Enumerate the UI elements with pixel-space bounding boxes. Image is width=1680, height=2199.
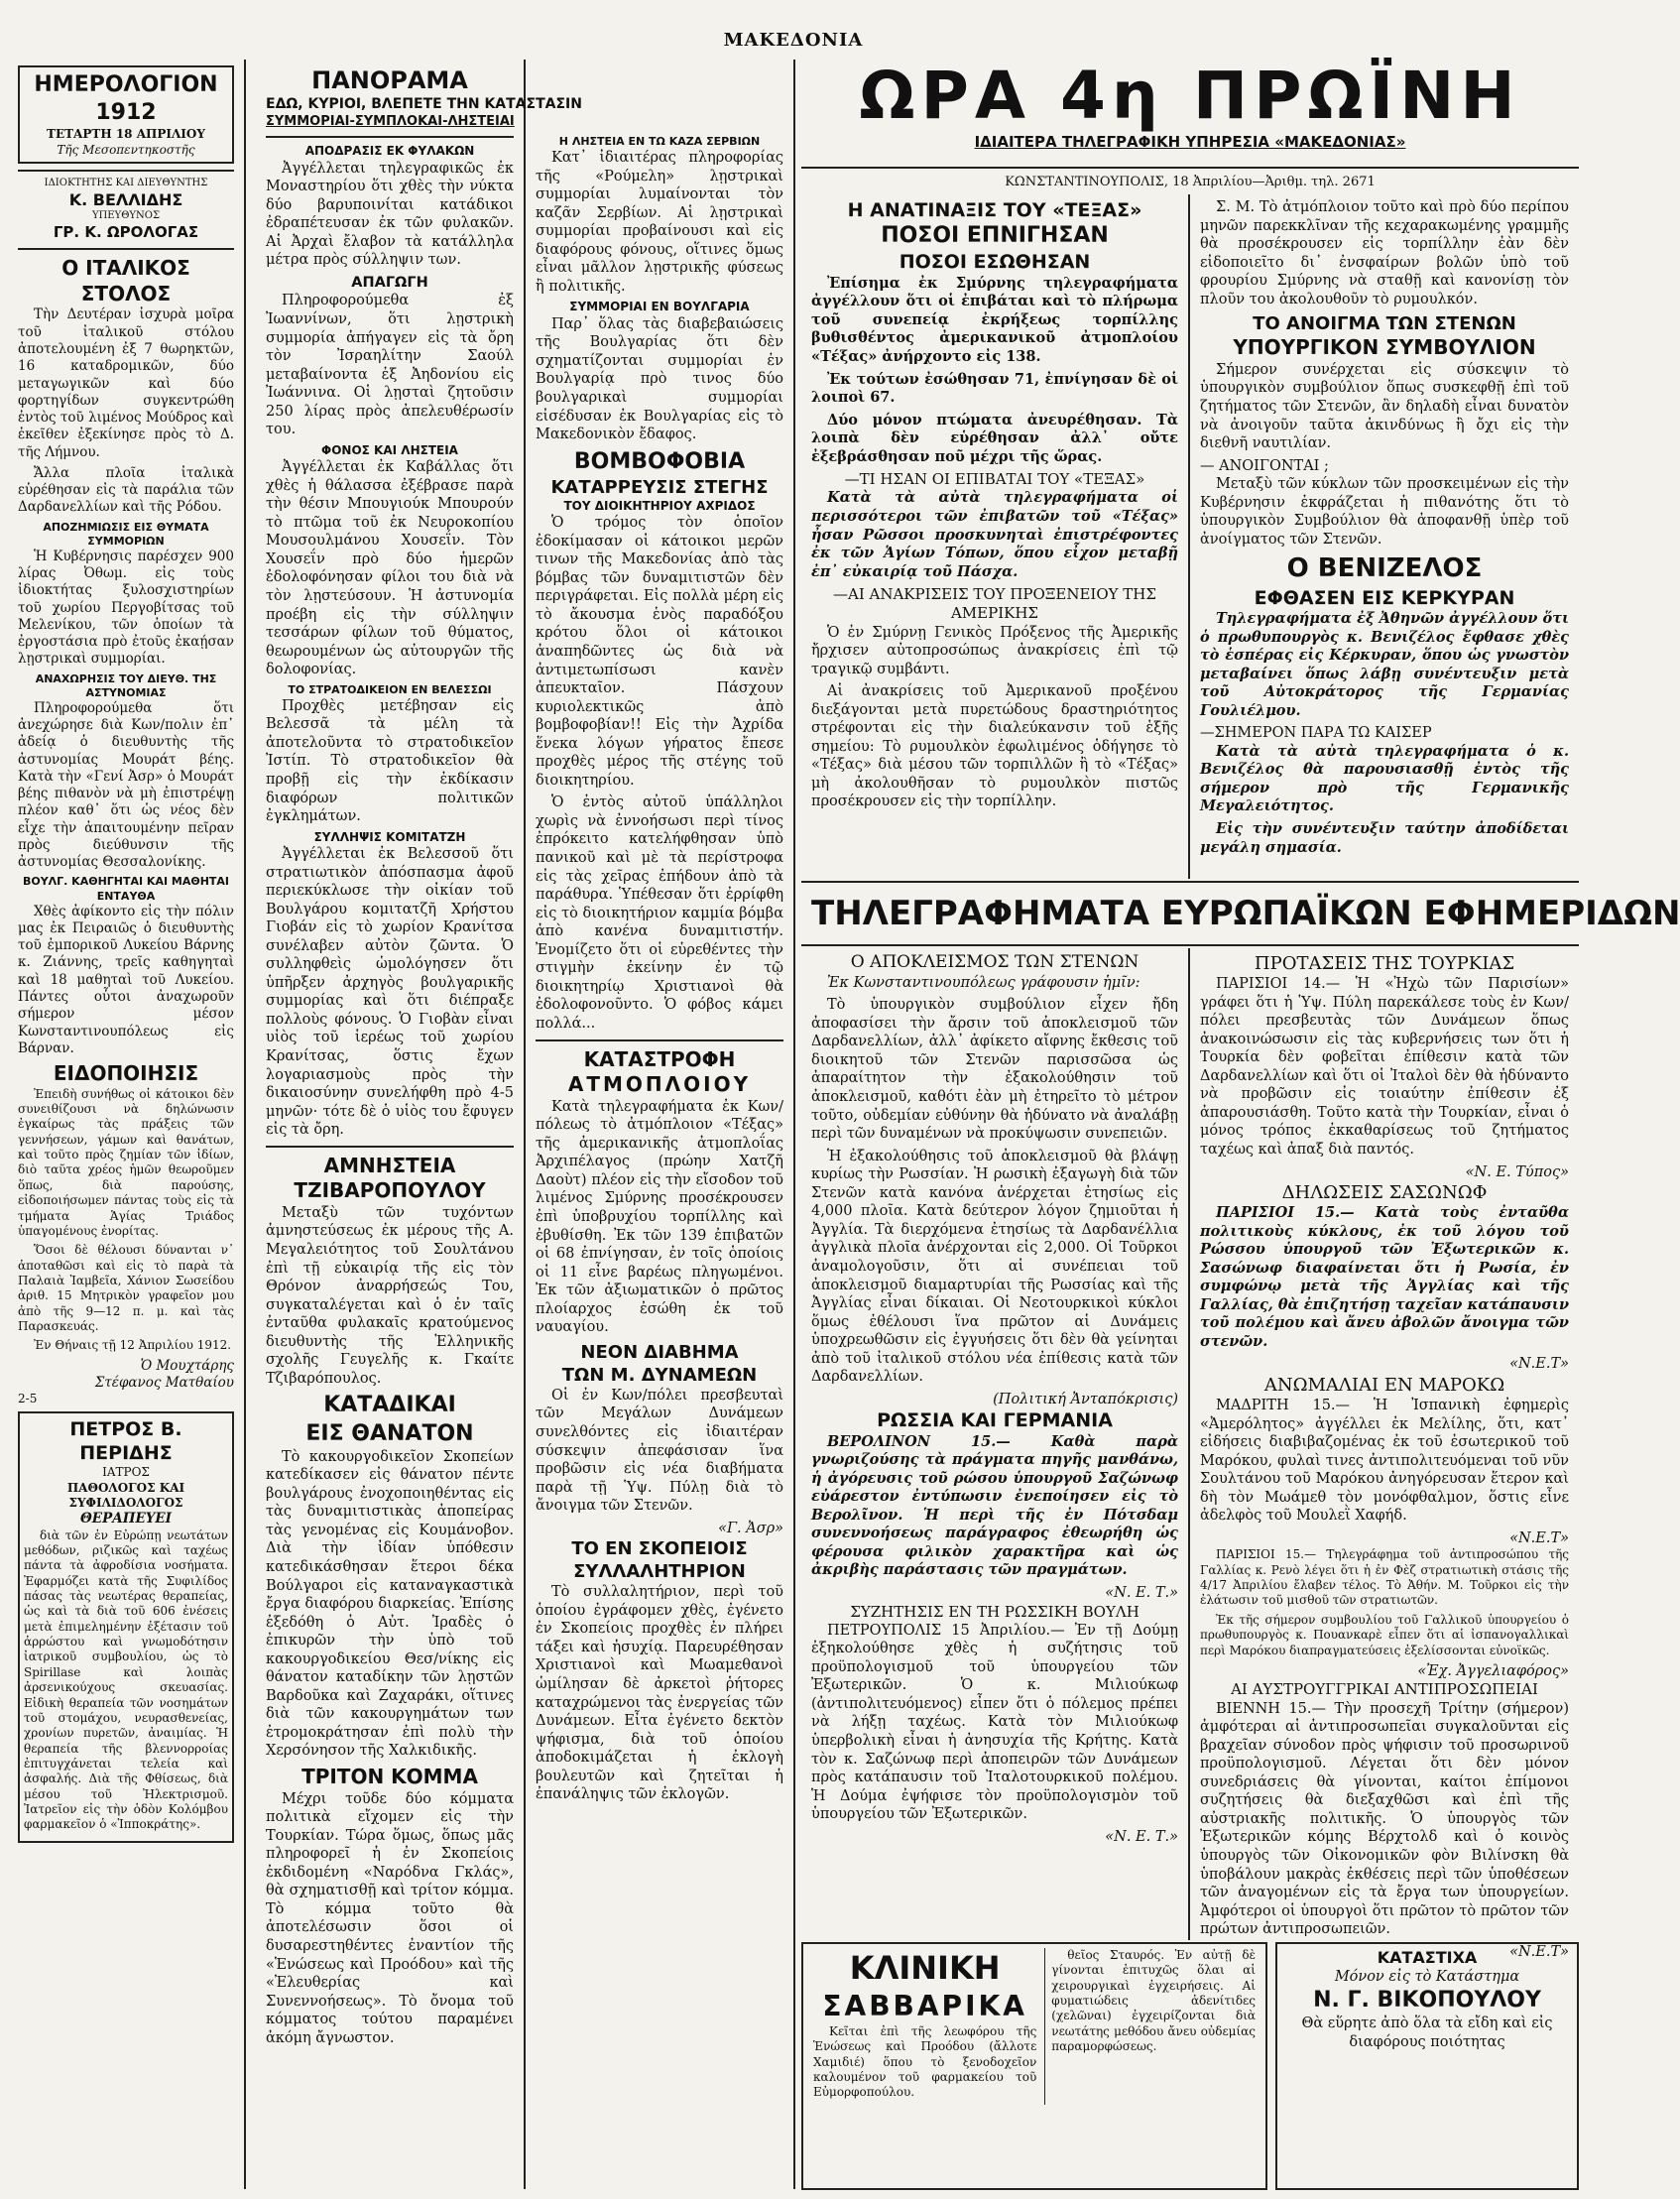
headline-bomb-fear: ΒΟΜΒΟΦΟΒΙΑ bbox=[573, 448, 746, 474]
store-text: Θὰ εὕρητε ἀπὸ ὅλα τὰ εἴδη καὶ εἰς διαφόρους ποιότητας bbox=[1301, 2016, 1553, 2050]
calendar-date: ΤΕΤΑΡΤΗ 18 ΑΠΡΙΛΙΟΥ bbox=[47, 127, 205, 142]
headline-notice: ΕΙΔΟΠΟΙΗΣΙΣ bbox=[53, 1061, 199, 1086]
headline-council: ΥΠΟΥΡΓΙΚΟΝ ΣΥΜΒΟΥΛΙΟΝ bbox=[1233, 335, 1536, 360]
panorama-sub2: ΣΥΜΜΟΡΙΑΙ-ΣΥΜΠΛΟΚΑΙ-ΛΗΣΤΕΙΑΙ bbox=[266, 113, 515, 129]
headline: — ΑΝΟΙΓΟΝΤΑΙ ; bbox=[1200, 457, 1329, 474]
headline-disaster: ΚΑΤΑΣΤΡΟΦΗ bbox=[583, 1046, 736, 1071]
headline: ΑΠΟΖΗΜΙΩΣΙΣ ΕΙΣ ΘΥΜΑΤΑ ΣΥΜΜΟΡΙΩΝ bbox=[43, 520, 209, 548]
article-text: ΒΙΕΝΝΗ 15.— Τὴν προσεχῆ Τρίτην (σήμερον) ἀμφότεραι αἱ ἀντιπροσωπεῖαι συγκαλοῦνται εἰς βραχεῖαν σύνοδον πρὸς ψήφισιν τοῦ προσωρινοῦ προϋπολογισμοῦ. Λέγεται ὅτι δὲν μόνον συνεδριάσεις θὰ γίνονται, καίτοι ἐπίμονοι συζητήσεις θὰ διεξαχθῶσι καὶ ἐπὶ τῆς αὐστριακῆς πολιτικῆς. Ὁ ὑπουργὸς τῶν Ἐξωτερικῶν κόμης Βέρχτολδ καὶ ὁ κοινὸς ὑπουργὸς τῶν Οἰκονομικῶν φὸν Βιλίνσκη θὰ ὑποβάλουν μακρὰς ἐκθέσεις περὶ τῶν ὑποθέσεων τῶν ἀναγομένων εἰς τὰ ἔργα των ὑπουργείων. Ἀμφότεροι οἱ ὑπουργοὶ ὅτι πρῶτον τὸ πρῶτον τῶν πρώτων ἀντιπροσωπειῶν. bbox=[1200, 1700, 1569, 1938]
signature: «Ν.Ε.Τ» bbox=[1509, 1529, 1569, 1546]
article-text: Ἄλλα πλοῖα ἰταλικὰ εὑρέθησαν εἰς τὰ παράλια τῶν Δαρδανελλίων καὶ τῆς Ρόδου. bbox=[18, 464, 234, 516]
article-text: Ἡ Κυβέρνησις παρέσχεν 900 λίρας Ὀθωμ. εἰς τοὺς ἰδιοκτήτας ξυλοσχιστηρίων τοῦ χωρίου Περγοβίτσας τοῦ Μελενίκου, τῶν ὁποίων τὰ ἐργοστάσια πρὸ ἐτοῦς ἐκαῄσαν λῃστρικαὶ συμμορίαι. bbox=[18, 548, 234, 668]
headline-third-party: ΤΡΙΤΟΝ ΚΟΜΜΑ bbox=[301, 1765, 478, 1789]
article-text: Εἰς τὴν συνέντευξιν ταύτην ἀποδίδεται μεγάλη σημασία. bbox=[1200, 819, 1569, 856]
article-text: Σήμερον συνέρχεται εἰς σύσκεψιν τὸ ὑπουργικὸν συμβούλιον ὅπως συσκεφθῇ ἐπὶ τοῦ ζητήματος τῶν Στενῶν, ἂν δηλαδὴ εἶναι δυνατὸν νὰ ἀνοιγοῦν ταῦτα ἀκινδύνως ἢ ὄχι εἰς τὴν διεθνῆ ναυτιλίαν. bbox=[1200, 361, 1569, 452]
ad-sub: ΠΑΘΟΛΟΓΟΣ ΚΑΙ ΣΥΦΙΛΙΔΟΛΟΓΟΣ bbox=[66, 1480, 185, 1510]
article-text: Μεταξὺ τῶν τυχόντων ἀμνηστεύσεως ἐκ μέρους τῆς Α. Μεγαλειότητος τοῦ Σουλτάνου ἐπὶ τῇ εὐκαιρίᾳ τῆς εἰς τὸν Θρόνον ἀναρρήσεώς Του, συγκαταλέγεται καὶ ὁ ἐν ταῖς ἐνταῦθα φυλακαῖς κρατούμενος διευθυντὴς τῆς Ἑλληνικῆς σχολῆς Γευγελῆς κ. Γκαίτε Τζιβαρόπουλος. bbox=[266, 1204, 514, 1387]
article-text: ΠΕΤΡΟΥΠΟΛΙΣ 15 Ἀπριλίου.— Ἐν τῇ Δούμῃ ἐξηκολούθησε χθὲς ἡ συζήτησις τοῦ προϋπολογισμοῦ τοῦ ὑπουργείου τῶν Ἐξωτερικῶν. Ὁ κ. Μιλιούκωφ (ἀντιπολιτευόμενος) εἶπεν ὅτι ὁ πόλεμος πρέπει νὰ λήξῃ ταχέως. Κατὰ τὸν Μιλιούκωφ ὑπερβολικὴ εἶναι ἡ ἀνησυχία τῆς Κρήτης. Κατὰ τὸν κ. Σαζώνωφ περὶ ἀποπειρῶν τῶν Δυνάμεων πρὸς κατάπαυσιν τοῦ Ἰταλοτουρκικοῦ πολέμου. Ἡ Δούμα ἐψήφισε τὸν προϋπολογισμὸν τοῦ ὑπουργείου τῶν Ἐξωτερικῶν. bbox=[811, 1622, 1178, 1823]
headline: ΤΟ ΣΤΡΑΤΟΔΙΚΕΙΟΝ ΕΝ ΒΕΛΕΣΣΩΙ bbox=[288, 682, 492, 696]
headline-rally: ΤΟ ΕΝ ΣΚΟΠΕΙΟΙΣ bbox=[571, 1538, 748, 1560]
signature: «Ἐχ. Ἀγγελιαφόρος» bbox=[1417, 1662, 1569, 1679]
headline-roof-collapse: ΚΑΤΑΡΡΕΥΣΙΣ ΣΤΕΓΗΣ bbox=[550, 476, 769, 498]
article-text: Κατὰ τηλεγραφήματα ἐκ Κων/πόλεως τὸ ἀτμόπλοιον «Τέξας» τῆς ἀμερικανικῆς ἀτμοπλοΐας Ἀρχιπέλαγος (πρώην Χατζῆ Δαοὺτ) πλέον εἰς τὴν εἴσοδον τοῦ λιμένος Σμύρνης προσέκρουσεν ἐπὶ ὑποβρυχίου τορπίλλης καὶ ἐβυθίσθη. Ἐκ τῶν 139 ἐπιβατῶν οἱ 68 ἐπνίγησαν, ἐν τοῖς ὁποίοις οἱ 11 εἶνε βαρέως πληγωμένοι. Ἐκ τῶν ἀξιωματικῶν ὁ πρῶτος πλοίαρχος ἐσώθη ἐκ τοῦ ναυαγίου. bbox=[536, 1098, 783, 1336]
article-text: Ὁ τρόμος τὸν ὁποῖον ἐδοκίμασαν οἱ κάτοικοι μερῶν τινων τῆς Μακεδονίας ἀπὸ τὰς βόμβας τῶν δυναμιτιστῶν δὲν περιγράφεται. Εἰς πολλὰ μέρη εἰς τὸ ἄκουσμα ἑνὸς παραδόξου κρότου ὅλοι οἱ κάτοικοι ἀναπηδῶντες ὡς διὰ νὰ ἀντιμετωπίσωσι κανὲν ἀπευκταῖον. Πάσχουν κυριολεκτικῶς ἀπὸ βομβοφοβίαν!! Εἰς τὴν Ἀχρίδα ἕνεκα λόγων γήρατος ἔπεσε προχθὲς μέρος τῆς στέγης τοῦ διοικητηρίου. bbox=[536, 515, 783, 789]
ad-name: ΠΕΤΡΟΣ Β. ΠΕΡΙΔΗΣ bbox=[69, 1417, 182, 1464]
article-text: Αἱ ἀνακρίσεις τοῦ Ἀμερικανοῦ προξένου διεξάγονται μετὰ πυρετώδους δραστηριότητος στρέφονται εἰς τὴν διαλεύκανσιν τοῦ ἑξῆς σημείου: Τὸ ρυμουλκὸν ἐφωλιμένος ὁδήγησε τὸ «Τέξας» διὰ μέσου τῶν τορπιλλῶν ἢ τὸ «Τέξας» μὴ ἀκολουθῆσαν τὸ ρυμουλκὸν πιστῶς προσέκρουσεν εἰς τὴν τορπίλλην. bbox=[811, 683, 1178, 810]
headline-italian-fleet: Ο ΙΤΑΛΙΚΟΣ ΣΤΟΛΟΣ bbox=[61, 256, 190, 305]
signature: (Πολιτική Ἀνταπόκρισις) bbox=[993, 1391, 1178, 1407]
hero-title: ΩΡΑ 4η ΠΡΩΪΝΗ bbox=[859, 58, 1521, 134]
headline: ΠΡΟΤΑΣΕΙΣ ΤΗΣ ΤΟΥΡΚΙΑΣ bbox=[1254, 953, 1515, 974]
calendar-box bbox=[18, 65, 234, 164]
article-text: Ὁ ἐν Σμύρνῃ Γενικὸς Πρόξενος τῆς Ἀμερικῆς ἤρχισεν αὐτοπροσώπως ἀνακρίσεις ἐπὶ τῷ τραγικῷ συμβάντι. bbox=[811, 624, 1178, 677]
store-name: Ν. Γ. ΒΙΚΟΠΟΥΛΟΥ bbox=[1313, 1988, 1541, 2014]
owner-name: Κ. ΒΕΛΛΙΔΗΣ bbox=[68, 189, 183, 209]
article-text: Παρ᾽ ὅλας τὰς διαβεβαιώσεις τῆς Βουλγαρίας ὅτι δὲν σχηματίζονται συμμορίαι ἐν Βουλγαρίᾳ πρὸ τινος δύο βουλγαρικαὶ συμμορίαι εἰσέδυσαν ἐκ Βουλγαρίας εἰς τὸ Μακεδονικὸν ἔδαφος. bbox=[536, 315, 783, 443]
article-text: ΜΑΔΡΙΤΗ 15.— Ἡ Ἰσπανικὴ ἐφημερὶς «Ἀμερόλητος» ἀγγέλλει ἐκ Μελίλης, ὅτι, κατ᾽ εἰδήσεις διαβιβαζομένας ἐκ τοῦ ἐσωτερικοῦ τοῦ Μαρόκου, φυλαὶ τινες ἀντιπολιτευόμεναι τοῦ νῦν Σουλτάνου τοῦ Μαρόκου ἀνηγόρευσαν ἕτερον καὶ δὴ τὸν Μωάμεθ τὸν μονόφθαλμον, ὅστις εἶνε ἀδελφὸς τοῦ Μουλεῒ Χαφήδ. bbox=[1200, 1398, 1569, 1525]
article-text: Τηλεγραφήματα ἐξ Ἀθηνῶν ἀγγέλλουν ὅτι ὁ πρωθυπουργὸς κ. Βενιζέλος ἔφθασε χθὲς τὸ ἑσπέρας εἰς Κέρκυραν, ὅπου ὡς γνωστὸν μεταβαίνει ὅπως λάβῃ συνέντευξιν μετὰ τοῦ Αὐτοκράτορος τῆς Γερμανίας Γουλιέλμου. bbox=[1200, 609, 1569, 719]
signature: «Ν.Ε.Τ» bbox=[1509, 1356, 1569, 1373]
panorama-sub: ΕΔΩ, ΚΥΡΙΟΙ, ΒΛΕΠΕΤΕ ΤΗΝ ΚΑΤΑΣΤΑΣΙΝ bbox=[266, 95, 582, 112]
store-title: ΚΑΤΑΣΤΙΧΑ bbox=[1377, 1948, 1478, 1967]
article-text: Χθὲς ἀφίκοντο εἰς τὴν πόλιν μας ἐκ Πειραιῶς ὁ διευθυντὴς τοῦ ἐμπορικοῦ Λυκείου Βάρνης κ. Ζιάννης, τρεῖς καθηγηταὶ καὶ 18 μαθηταὶ τοῦ Λυκείου. Πάντες οὗτοι ἀναχωροῦν σήμερον μέσον Κωνσταντινουπόλεως εἰς Βάρναν. bbox=[18, 903, 234, 1056]
store-ad bbox=[1275, 1942, 1579, 2190]
hero-subtitle: ΙΔΙΑΙΤΕΡΑ ΤΗΛΕΓΡΑΦΙΚΗ ΥΠΗΡΕΣΙΑ «ΜΑΚΕΔΟΝΙΑΣ» bbox=[974, 133, 1406, 151]
article-text: Κατὰ τὰ αὐτὰ τηλεγραφήματα ὁ κ. Βενιζέλος θὰ παρουσιασθῇ ἐντὸς τῆς σήμερον πρὸ τῆς Γερμανικῆς Μεγαλειότητος. bbox=[1200, 742, 1569, 815]
article-text: Ἐκ τούτων ἐσώθησαν 71, ἐπνίγησαν δὲ οἱ λοιποὶ 67. bbox=[811, 370, 1178, 407]
signature: «Ν. Ε. Τ.» bbox=[1105, 1828, 1178, 1845]
headline-corfu: ΕΦΘΑΣΕΝ ΕΙΣ ΚΕΡΚΥΡΑΝ bbox=[1254, 586, 1515, 609]
clinic-title: ΚΛΙΝΙΚΗ bbox=[849, 1949, 1001, 1987]
signature: «Ν.Ε.Τ» bbox=[1509, 1943, 1569, 1960]
column-4 bbox=[801, 194, 1190, 879]
article-text: Τὸ κακουργοδικεῖον Σκοπείων κατεδίκασεν εἰς θάνατον πέντε βουλγάρους ἐνοχοποιηθέντας εἰς τὰς δυναμιτιστικὰς ἀποπείρας τὰς γενομένας εἰς Κουμάνοβον. Διὰ τὴν ἰδίαν ὑπόθεσιν κατεδικάσθησαν ἕτεροι δέκα Βούλγαροι εἰς καταναγκαστικὰ ἔργα διαφόρου διαρκείας. Ἐπίσης ἐξεδόθη ὁ Αὐτ. Ἰραδὲς ὁ ἐπικυρῶν τὴν ὑπὸ τοῦ κακουργοδικείου Θεσ/νίκης εἰς θάνατον καταδίκην τῶν λῃστῶν Βαρδοῦκα καὶ Ζαχαράκι, οἵτινες διὰ τῶν κακουργημάτων των ἐτρομοκράτησαν ἐπὶ πολὺ τὴν Χερσόνησον τῆς Χαλκιδικῆς. bbox=[266, 1448, 514, 1760]
article-text: ΒΕΡΟΛΙΝΟΝ 15.— Καθὰ παρὰ γνωριζούσης τὰ πράγματα πηγῆς μανθάνω, ἡ ἀγόρευσις τοῦ ρώσου ὑπουργοῦ Σαζώνωφ εὐάρεστον ἐντύπωσιν ἐνεποίησεν εἰς τὸ Βερολῖνον. Ἡ περὶ τῆς ἐν Πότσδαμ συνεννοήσεως παράγραφος ἐθεωρήθη ὡς φέρουσα φιλικὸν χαρακτῆρα καὶ ὡς ἀκριβὴς παράστασις τῶν πραγμάτων. bbox=[811, 1432, 1178, 1579]
calendar-year: 1912 bbox=[95, 100, 157, 126]
article-text: Ἀγγέλλεται ἐκ Βελεσσοῦ ὅτι στρατιωτικὸν ἀπόσπασμα ἀφοῦ περιεκύκλωσε τὴν οἰκίαν τοῦ Βουλγάρου κομιτατζῆ Χρήστου Γιοβάν εἰς τὸ χωρίον Κρανίτσα συνέλαβεν αὐτὸν ζῶντα. Ὁ συλληφθεὶς ὡμολόγησεν ὅτι ὑπῆρξεν ἀρχηγὸς βουλγαρικῆς συμμορίας καὶ ὅτι διέπραξε πολλοὺς φόνους. Ὁ Γιοβὰν εἶναι υἱὸς τοῦ ἱερέως τοῦ χωρίου Κρανίτσας, ὅστις ἔχων λογαριασμοὺς πρὸς τὴν δικαιοσύνην συνελήφθη πρὸ 4-5 μηνῶν· τότε δὲ ὁ υἱὸς του ἔφυγεν εἰς τὰ ὄρη. bbox=[266, 846, 514, 1139]
headline: ΑΙ ΑΥΣΤΡΟΥΓΓΡΙΚΑΙ ΑΝΤΙΠΡΟΣΩΠΕΙΑΙ bbox=[1231, 1680, 1538, 1699]
european-banner bbox=[801, 881, 1680, 946]
article-text: Κατ᾽ ἰδιαιτέρας πληροφορίας τῆς «Ρούμελη» λῃστρικαὶ συμμορίαι λυμαίνονται τὸν καζᾶν Σερβίων. Αἱ λῃστρικαὶ συμμορίαι προβαίνουσι καὶ εἰς διαφόρους φόνους, οἵτινες ὅμως εἶναι μᾶλλον λῃστρικῆς φύσεως ἢ πολιτικῆς. bbox=[536, 150, 783, 295]
clinic-side-text: θεῖος Σταυρός. Ἐν αὐτῇ δὲ γίνονται ἐπιτυχῶς ὅλαι αἱ χειρουργικαὶ ἐγχειρήσεις. Αἱ φυματιώδεις ἀδενίτιδες (χελῶναι) ἐγχειρίζονται διὰ νεωτάτης μεθόδου ἄνευ οὐδεμίας παραμορφώσεως. bbox=[1051, 1948, 1256, 2054]
column-6 bbox=[801, 948, 1190, 1940]
article-text: Ὅσοι δὲ θέλουσι δύνανται ν᾽ ἀποταθῶσι καὶ εἰς τὸ παρὰ τὰ Παλαιὰ Ἰαμβεῖα, Χάνιον Σωσείδου ἀριθ. 15 Μητρικὸν γραφεῖον μου ἀπὸ τῆς 9—12 π. μ. καὶ τὰς Παρασκευάς. bbox=[18, 1243, 234, 1334]
headline-drowned: ΠΟΣΟΙ ΕΠΝΙΓΗΣΑΝ bbox=[881, 223, 1109, 249]
headline-amnesty: ΑΜΝΗΣΤΕΙΑ bbox=[323, 1153, 456, 1177]
headline-texas: Η ΑΝΑΤΙΝΑΞΙΣ ΤΟΥ «ΤΕΞΑΣ» bbox=[847, 199, 1142, 221]
column-5 bbox=[1190, 194, 1579, 879]
headline: Ο ΑΠΟΚΛΕΙΣΜΟΣ ΤΩΝ ΣΤΕΝΩΝ bbox=[850, 952, 1140, 972]
headline-demarche-2: ΤΩΝ Μ. ΔΥΝΑΜΕΩΝ bbox=[561, 1364, 758, 1386]
headline: ΦΟΝΟΣ ΚΑΙ ΛΗΣΤΕΙΑ bbox=[321, 442, 458, 457]
headline: —ΤΙ ΗΣΑΝ ΟΙ ΕΠΙΒΑΤΑΙ ΤΟΥ «ΤΕΞΑΣ» bbox=[844, 470, 1145, 489]
headline: ΑΠΑΓΩΓΗ bbox=[351, 274, 428, 291]
article-text: Ἀγγέλλεται ἐκ Καβάλλας ὅτι χθὲς ἡ θάλασσα ἐξέβρασε παρὰ τὴν θέσιν Μπουγιούκ Μπουρούν τὸ πτῶμα τοῦ ἐκ Νευροκοπίου Μουσουλμάνου Χουσεΐν. Τὸν Χουσεΐν πρὸ δύο ἡμερῶν ἐδολοφόνησαν φίλοι του διὰ νὰ τὸν λῃστεύσουν. Ἡ ἀστυνομία προέβη εἰς τὴν σύλληψιν τεσσάρων φίλων τοῦ θύματος, θεωρουμένων ὡς αὐτουργῶν τῆς δολοφονίας. bbox=[266, 459, 514, 678]
article-text: Πληροφορούμεθα ὅτι ἀνεχώρησε διὰ Κων/πολιν ἐπ᾽ ἀδείᾳ ὁ διευθυντὴς τῆς ἀστυνομίας Μουράτ βέης. Κατὰ τὴν «Γενί Ἀσρ» ὁ Μουράτ βέης πιθανὸν νὰ μὴ ἐπιστρέψῃ πλέον καθ᾽ ὅτι ὡς νέος δὲν εἶχε τὴν ἀπαιτουμένην πεῖραν πρὸς διεύθυνσιν τῆς ἀστυνομίας Θεσσαλονίκης. bbox=[18, 699, 234, 871]
ad-title: ΙΑΤΡΟΣ bbox=[102, 1465, 150, 1480]
headline: ΑΠΟΔΡΑΣΙΣ ΕΚ ΦΥΛΑΚΩΝ bbox=[304, 144, 475, 159]
editor-label: ΥΠΕΥΘΥΝΟΣ bbox=[91, 210, 161, 222]
headline-sentences-2: ΕΙΣ ΘΑΝΑΤΟΝ bbox=[305, 1420, 474, 1446]
calendar-title: ΗΜΕΡΟΛΟΓΙΟΝ bbox=[34, 72, 218, 97]
headline-straits: ΤΟ ΑΝΟΙΓΜΑ ΤΩΝ ΣΤΕΝΩΝ bbox=[1253, 313, 1516, 335]
doctor-ad bbox=[18, 1411, 234, 1843]
article-text: ΠΑΡΙΣΙΟΙ 15.— Τηλεγράφημα τοῦ ἀντιπροσώπου τῆς Γαλλίας κ. Ρενὸ λέγει ὅτι ἡ ἐν Φὲζ στρατιωτικὴ στάσις τῆς 4/17 Ἀπριλίου ἔλαβεν τέλος. Τὸ Ἀθήν. Μ. Τοῦρκοι εἰς τὴν ἐλάτωσιν τοῦ μισθοῦ τῶν στρατιωτῶν. bbox=[1200, 1547, 1569, 1608]
signature: Στέφανος Ματθαίου bbox=[94, 1375, 234, 1391]
newspaper-title: ΜΑΚΕΔΟΝΙΑ bbox=[723, 30, 864, 51]
signature: «Ν. Ε. Τ.» bbox=[1105, 1585, 1178, 1602]
headline-venizelos: Ο ΒΕΝΙΖΕΛΟΣ bbox=[1286, 553, 1483, 584]
headline: Η ΛΗΣΤΕΙΑ ΕΝ ΤΩ ΚΑΖΑ ΣΕΡΒΙΩΝ bbox=[558, 135, 761, 148]
headline: ΔΗΛΩΣΕΙΣ ΣΑΣΩΝΩΦ bbox=[1281, 1182, 1488, 1204]
headline-russia-germany: ΡΩΣΣΙΑ ΚΑΙ ΓΕΡΜΑΝΙΑ bbox=[877, 1409, 1113, 1432]
headline: —ΣΗΜΕΡΟΝ ΠΑΡΑ ΤΩ ΚΑΙΣΕΡ bbox=[1200, 725, 1432, 742]
signature: «Γ. Ἀσρ» bbox=[718, 1520, 783, 1536]
headline-saved: ΠΟΣΟΙ ΕΣΩΘΗΣΑΝ bbox=[899, 251, 1091, 274]
headline: ΑΝΑΧΩΡΗΣΙΣ ΤΟΥ ΔΙΕΥΘ. ΤΗΣ ΑΣΤΥΝΟΜΙΑΣ bbox=[35, 672, 217, 699]
dateline bbox=[801, 171, 1579, 192]
article-text: Μεταξὺ τῶν κύκλων τῶν προσκειμένων εἰς τὴν Κυβέρνησιν ἐκφράζεται ἡ πιθανότης ὅτι τὸ ὑπουργικὸν Συμβούλιον θὰ ἀποφανθῇ ὑπὲρ τοῦ ἀνοίγματος τῶν Στενῶν. bbox=[1200, 476, 1569, 548]
article-text: Τὸ συλλαλητήριον, περὶ τοῦ ὁποίου ἐγράφομεν χθὲς, ἐγένετο ἐν Σκοπείοις προχθὲς ἐν πλήρει τάξει καὶ ἡσυχίᾳ. Παρευρέθησαν Χριστιανοὶ καὶ Μωαμεθανοὶ ὡμίλησαν δὲ ἀρκετοὶ ῥήτορες καταχρώμενοι τὰς ἐνεργείας τῶν Δυνάμεων. Εἶτα ἐγένετο δεκτὸν ψήφισμα, διὰ τοῦ ὁποίου ἀποδοκιμάζεται ἡ ἐκλογὴ βουλευτῶν καὶ ζητεῖται ἡ ἐπανάληψις τῶν ἐκλογῶν. bbox=[536, 1584, 783, 1803]
article-text: Ἐκ τῆς σήμερον συμβουλίου τοῦ Γαλλικοῦ ὑπουργείου ὁ πρωθυπουργὸς κ. Πουανκαρὲ εἶπεν ὅτι αἱ ἰσπανογαλλικαὶ περὶ Μαρόκου διαπραγματεύσεις ἐξελίσσονται εὐνοϊκῶς. bbox=[1200, 1612, 1569, 1657]
headline: ΒΟΥΛΓ. ΚΑΘΗΓΗΤΑΙ ΚΑΙ ΜΑΘΗΤΑΙ ΕΝΤΑΥΘΑ bbox=[22, 875, 230, 903]
article-text: Τὸ ὑπουργικὸν συμβούλιον εἶχεν ἤδη ἀποφασίσει τὴν ἄρσιν τοῦ ἀποκλεισμοῦ τῶν Δαρδανελλίων, ἀλλ᾽ ἀφίκετο αἴφνης ἔκθεσις τοῦ διοικητοῦ τῶν Στενῶν παρισσῶσα ὡς ἀπαραίτητον τὴν ἐξακολούθησιν τοῦ ἀποκλεισμοῦ, καθότι ἐὰν μὴ ἐτηρεῖτο τὸ μέτρον τοῦτο, οὐδεμίαν εὐθύνην θὰ ἠδύνατο νὰ ἀναλάβῃ περὶ τῶν δυναμένων νὰ προκύψωσιν συνεπειῶν. bbox=[811, 997, 1178, 1143]
headline: —ΑΙ ΑΝΑΚΡΙΣΕΙΣ ΤΟΥ ΠΡΟΞΕΝΕΙΟΥ ΤΗΣ ΑΜΕΡΙΚΗΣ bbox=[832, 585, 1156, 623]
headline: ΤΟΥ ΔΙΟΙΚΗΤΗΡΙΟΥ ΑΧΡΙΔΟΣ bbox=[563, 498, 756, 513]
calendar-feast: Τῆς Μεσοπεντηκοστῆς bbox=[57, 142, 195, 157]
headline: ΣΥΖΗΤΗΣΙΣ ΕΝ ΤΗ ΡΩΣΣΙΚΗ ΒΟΥΛΗ bbox=[850, 1602, 1140, 1621]
article-text: Προχθὲς μετέβησαν εἰς Βελεσσᾶ τὰ μέλη τὰ ἀποτελοῦντα τὸ στρατοδικεῖον Ἰστίπ. Τὸ στρατοδικεῖον θὰ προβῇ εἰς τὴν ἐκδίκασιν διαφόρων πολιτικῶν ἐγκλημάτων. bbox=[266, 697, 514, 825]
article-text: ΠΑΡΙΣΙΟΙ 15.— Κατὰ τοὺς ἐνταῦθα πολιτικοὺς κύκλους, ἐκ τοῦ λόγου τοῦ Ρώσσου ὑπουργοῦ τῶν Ἐξωτερικῶν κ. Σασώνωφ διαφαίνεται ὅτι ἡ Ρωσία, ἐν συμφώνῳ μετὰ τῆς Ἀγγλίας καὶ τῆς Γαλλίας, θὰ ἐπιζητήσῃ ταχεῖαν κατάπαυσιν τοῦ πολέμου καὶ ἄνευ ἀβολῶν ἄνοιγμα τῶν στενῶν. bbox=[1200, 1204, 1570, 1350]
hero-header bbox=[801, 60, 1579, 169]
article-text: Ἐπειδὴ συνήθως οἱ κάτοικοι δὲν συνειθίζουσι νὰ δηλώνωσιν ἐγκαίρως τὰς πράξεις τῶν γεννήσεων, γάμων καὶ θανάτων, καὶ τοῦτο πρὸς ζημίαν τῶν ἰδίων, διὸ ταῦτα χρέος ἡμῶν θεωροῦμεν ὅπως, διὰ παρούσης, εἰδοποιήσωμεν πάντας τοὺς εἰς τὰ τμήματα Ἁγίας Τριάδος ὑπαγομένους ἐνορίτας. bbox=[18, 1086, 234, 1238]
column-2 bbox=[256, 60, 582, 2189]
clinic-name: ΣΑΒΒΑΡΙΚΑ bbox=[822, 1989, 1027, 2022]
article-text: Ὁ ἐντὸς αὐτοῦ ὑπάλληλοι χωρὶς νὰ ἐννοήσωσι περὶ τίνος ἐπρόκειτο κατελήφθησαν ὑπὸ πανικοῦ καὶ μὲ τὰ περίστροφα εἰς τὰς χεῖρας ἐπήδουν ἀπὸ τὰ παράθυρα. Ὑπέθεσαν ὅτι ἐρρίφθη εἰς τὸ διοικητήριον καμμία βόμβα ἀπὸ κανένα δυναμιτιστήν. Ἐνομίζετο ὅτι οἱ εὑρεθέντες τὴν στιγμὴν ἐκείνην ἐν τῷ διοικητηρίῳ Χριστιανοὶ θὰ ἐδολοφονοῦντο. Ὁ φόβος κάμει πολλά... bbox=[536, 794, 783, 1032]
clinic-text: Κεῖται ἐπὶ τῆς λεωφόρου τῆς Ἑνώσεως καὶ Προόδου (ἄλλοτε Χαμιδιέ) ὅπου τὸ ξενοδοχεῖον καλουμένον τοῦ φαρμακείου τοῦ Εὐμορφοπούλου. bbox=[813, 2023, 1037, 2100]
headline: ΣΥΛΛΗΨΙΣ ΚΟΜΙΤΑΤΖΗ bbox=[313, 829, 466, 844]
masthead bbox=[0, 0, 1587, 58]
column-3 bbox=[526, 60, 795, 2189]
column-1 bbox=[8, 60, 246, 2189]
headline-demarche: ΝΕΟΝ ΔΙΑΒΗΜΑ bbox=[580, 1341, 739, 1363]
headline-rally-2: ΣΥΛΛΑΛΗΤΗΡΙΟΝ bbox=[573, 1561, 746, 1583]
article-text: Πληροφορούμεθα ἐξ Ἰωαννίνων, ὅτι λῃστρικὴ συμμορία ἀπήγαγεν εἰς τὰ ὄρη τὸν Ἰσραηλίτην Σαούλ μεταβαίνοντα ἐξ Ἀηδονίου εἰς Ἰωάννινα. Οἱ λῃσταὶ ζητοῦσιν 250 λίρας πρὸς ἀπελευθέρωσίν του. bbox=[266, 293, 514, 438]
article-text: ΠΑΡΙΣΙΟΙ 14.— Ἡ «Ἠχὼ τῶν Παρισίων» γράφει ὅτι ἡ Ὑψ. Πύλη παρεκάλεσε τοὺς ἐν Κων/πόλει πρεσβευτὰς τῶν Δυνάμεων ὅπως ἀνακοινώσωσιν εἰς τὰς κυβερνήσεις των ὅτι ἡ Τουρκία δὲν φοβεῖται ἐπίθεσιν κατὰ τῶν Δαρδανελλίων καὶ ὅτι οἱ Ἰταλοὶ δὲν θὰ ἠδύναντο νὰ προβῶσιν εἰς τοιαύτην ἐπίθεσιν ἐξ ἀπαρουσιάσθη. Τοῦτο κατὰ τὴν Τουρκίαν, εἶναι ὁ μόνος τρόπος ἐκκαθαρίσεως τοῦ ζητήματος ταχέως καὶ ἀπαξ διὰ παντός. bbox=[1200, 976, 1569, 1158]
owner-label: ΙΔΙΟΚΤΗΤΗΣ ΚΑΙ ΔΙΕΥΘΥΝΤΗΣ bbox=[44, 178, 208, 189]
clinic-ad bbox=[801, 1942, 1267, 2190]
headline: ΑΝΩΜΑΛΙΑΙ ΕΝ ΜΑΡΟΚΩ bbox=[1263, 1375, 1505, 1396]
article-text: Σ. Μ. Τὸ ἀτμόπλοιον τοῦτο καὶ πρὸ δύο περίπου μηνῶν παρεκκλῖναν τῆς κεχαρακωμένης γραμμῆς θὰ προσέκρουσεν εἰς τορπίλλην ἐὰν δὲν εἰδοποιεῖτο δι᾽ ἐνσφαίρων βολῶν ὑπὸ τοῦ φρουρίου Σμύρνης νὰ σταθῇ καὶ κανονίσῃ τὸν πλοῦν του ἀκολουθοῦν τὸ ρυμουλκόν. bbox=[1200, 199, 1569, 307]
article-text: Ἐν Θήναις τῇ 12 Ἀπριλίου 1912. bbox=[34, 1338, 232, 1353]
article-text: Μέχρι τοῦδε δύο κόμματα πολιτικὰ εἴχομεν εἰς τὴν Τουρκίαν. Τώρα ὅμως, ὅπως μᾶς πληροφορεῖ ἡ ἐν Σκοπείοις ἐκδιδομένη «Ναρόδνα Γκλάς», θὰ σχηματισθῇ καὶ τρίτον κόμμα. Τὸ κόμμα τοῦτο θὰ ἀποτελέσωσιν ὅσοι οἱ δυσαρεστηθέντες ἐναντίον τῆς «Ἑνώσεως καὶ Προόδου» καὶ τῆς «Ἐλευθερίας καὶ Συνεννοήσεως». Τὸ ὄνομα τοῦ κόμματος τούτου παραμένει ἀκόμη ἄγνωστον. bbox=[266, 1790, 514, 2046]
editor-name: ΓΡ. Κ. ΩΡΟΛΟΓΑΣ bbox=[53, 223, 199, 242]
signature: «Ν. Ε. Τύπος» bbox=[1465, 1163, 1569, 1180]
headline-amnesty-2: ΤΖΙΒΑΡΟΠΟΥΛΟΥ bbox=[294, 1178, 486, 1203]
dateline-text: ΚΩΝΣΤΑΝΤΙΝΟΥΠΟΛΙΣ, 18 Ἀπριλίου—Ἀριθμ. τηλ. 2671 bbox=[1005, 175, 1376, 189]
banner-title: ΤΗΛΕΓΡΑΦΗΜΑΤΑ ΕΥΡΩΠΑΪΚΩΝ ΕΦΗΜΕΡΙΔΩΝ bbox=[811, 894, 1680, 933]
headline-sentences: ΚΑΤΑΔΙΚΑΙ bbox=[323, 1393, 456, 1418]
article-text: Ἀγγέλλεται τηλεγραφικῶς ἐκ Μοναστηρίου ὅτι χθὲς τὴν νύκτα δύο βαρυποινίται κατάδικοι ἐδραπέτευσαν ἐκ τῶν φυλακῶν. Αἱ Ἀρχαὶ ἔλαβον τὰ κατάλληλα μέτρα πρὸς σύλληψιν των. bbox=[266, 160, 514, 269]
article-text: Τὴν Δευτέραν ἰσχυρὰ μοῖρα τοῦ ἰταλικοῦ στόλου ἀποτελουμένη ἐξ 7 θωρηκτῶν, 16 καταδρομικῶν, δύο μεταγωγικῶν καὶ δύο φορτηγίδων συγκεντρώθη ἐντὸς τοῦ λιμένος Μούδρος καὶ ἐκεῖθεν ἐξεκίνησε πρὸς τὸ Δ. τῆς Λήμνου. bbox=[18, 306, 234, 460]
signature: Ὁ Μουχτάρης bbox=[140, 1357, 234, 1374]
headline-disaster-2: ΑΤΜΟΠΛΟΙΟΥ bbox=[567, 1072, 752, 1097]
panorama-heading: ΠΑΝΟΡΑΜΑ bbox=[311, 66, 468, 94]
ad-verb: ΘΕΡΑΠΕΥΕΙ bbox=[80, 1511, 172, 1527]
ad-number: 2-5 bbox=[18, 1392, 38, 1406]
article-text: Οἱ ἐν Κων/πόλει πρεσβευταὶ τῶν Μεγάλων Δυνάμεων συνελθόντες εἰς ἰδιαιτέραν σύσκεψιν ἀπεφάσισαν ἵνα προβῶσιν εἰς νέα διαβήματα παρὰ τῇ Ὑψ. Πύλῃ διὰ τὸ ἄνοιγμα τῶν Στενῶν. bbox=[536, 1387, 783, 1515]
ad-text: διὰ τῶν ἐν Εὐρώπῃ νεωτάτων μεθόδων, ριζικῶς καὶ ταχέως πάντα τὰ ἀφροδίσια νοσήματα. Ἐφαρμόζει κατὰ τῆς Συφιλίδος πάσας τὰς νεωτέρας θεραπείας, ὡς καὶ τὰ διὰ τοῦ 606 ἐνέσεις μετὰ ἐπιμελημένην ἐξέτασιν τοῦ ἀρρώστου καὶ γνωμοδότησιν ἰατρικοῦ συμβουλίου, ὡς τὸ Spirillase καὶ λοιπὰς ἀρσενικούχους σκευασίας. Εἰδικὴ θεραπεία τῶν νοσημάτων τοῦ στομάχου, νευρασθενείας, χρονίων πυρετῶν, ἀναιμίας. Ἡ θεραπεία τῆς βλεννορροίας ἐπιτυγχάνεται τελεία καὶ ἀσφαλής. Διὰ τῆς Φθίσεως, διὰ μέσου τοῦ Ἠλεκτρισμοῦ. Ἰατρεῖον εἰς τὴν ὁδὸν Κολόμβου φαρμακεῖον ὁ «Ἱπποκράτης». bbox=[24, 1527, 228, 1832]
article-text: Ἡ ἐξακολούθησις τοῦ ἀποκλεισμοῦ θὰ βλάψῃ κυρίως τὴν Ρωσσίαν. Ἡ ρωσικὴ ἐξαγωγὴ διὰ τῶν Στενῶν κατὰ κανόνα ἀνέρχεται ἐτησίως εἰς 4,000 πλοῖα. Κατὰ δεύτερον λόγον ζημιοῦται ἡ Ἀγγλία. Τὰ διερχόμενα ἐτησίως τὰ Δαρδανέλλια ἀγγλικὰ πλοῖα ἀνέρχονται εἰς 2,000. Οἱ Τοῦρκοι ἀναμολογοῦσιν, ὅτι αἱ συνέπειαι τοῦ ἀποκλεισμοῦ διαμαρτυρίαι τῆς Ρωσσίας καὶ τῆς Ἀγγλίας εἶναι δίκαιαι. Οἱ Νεοτουρκικοὶ κύκλοι ὅμως ἐθέλουσι ἵνα πρῶτον αἱ Δυνάμεις ὑποχρεωθῶσιν εἰς ἐγγυήσεις ὅτι δὲν θὰ γείνηται ἀπὸ τοῦ ἰταλικοῦ στόλου νέα ἐπίθεσις κατὰ τῶν Δαρδανελλίων. bbox=[811, 1148, 1178, 1386]
store-sub: Μόνον εἰς τὸ Κατάστημα bbox=[1334, 1969, 1520, 1986]
article-text: Ἐπίσημα ἐκ Σμύρνης τηλεγραφήματα ἀγγέλλουν ὅτι οἱ ἐπιβάται καὶ τὸ πλήρωμα τοῦ συνεπείᾳ ἐκρήξεως τορπίλλης βυθισθέντος ἀμερικανικοῦ ἀτμοπλοίου «Τέξας» ἀνήρχοντο εἰς 138. bbox=[811, 274, 1178, 365]
headline: ΣΥΜΜΟΡΙΑΙ ΕΝ ΒΟΥΛΓΑΡΙΑ bbox=[569, 300, 750, 314]
article-text: Κατὰ τὰ αὐτὰ τηλεγραφήματα οἱ περισσότεροι τῶν ἐπιβατῶν τοῦ «Τέξας» ἦσαν Ρῶσσοι προσκυνηταὶ ἐπιστρέφοντες ἐκ τῶν Ἁγίων Τόπων, ὅπου εἶχον μεταβῇ ἐπ᾽ εὐκαιρίᾳ τοῦ Πάσχα. bbox=[811, 489, 1178, 580]
article-text: Δύο μόνον πτώματα ἀνευρέθησαν. Τὰ λοιπὰ δὲν εὑρέθησαν ἀλλ᾽ οὔτε ἐξεβράσθησαν ποῦ μέχρι τῆς ὥρας. bbox=[811, 411, 1178, 465]
article-text: Ἐκ Κωνσταντινουπόλεως γράφουσιν ἡμῖν: bbox=[827, 974, 1140, 991]
